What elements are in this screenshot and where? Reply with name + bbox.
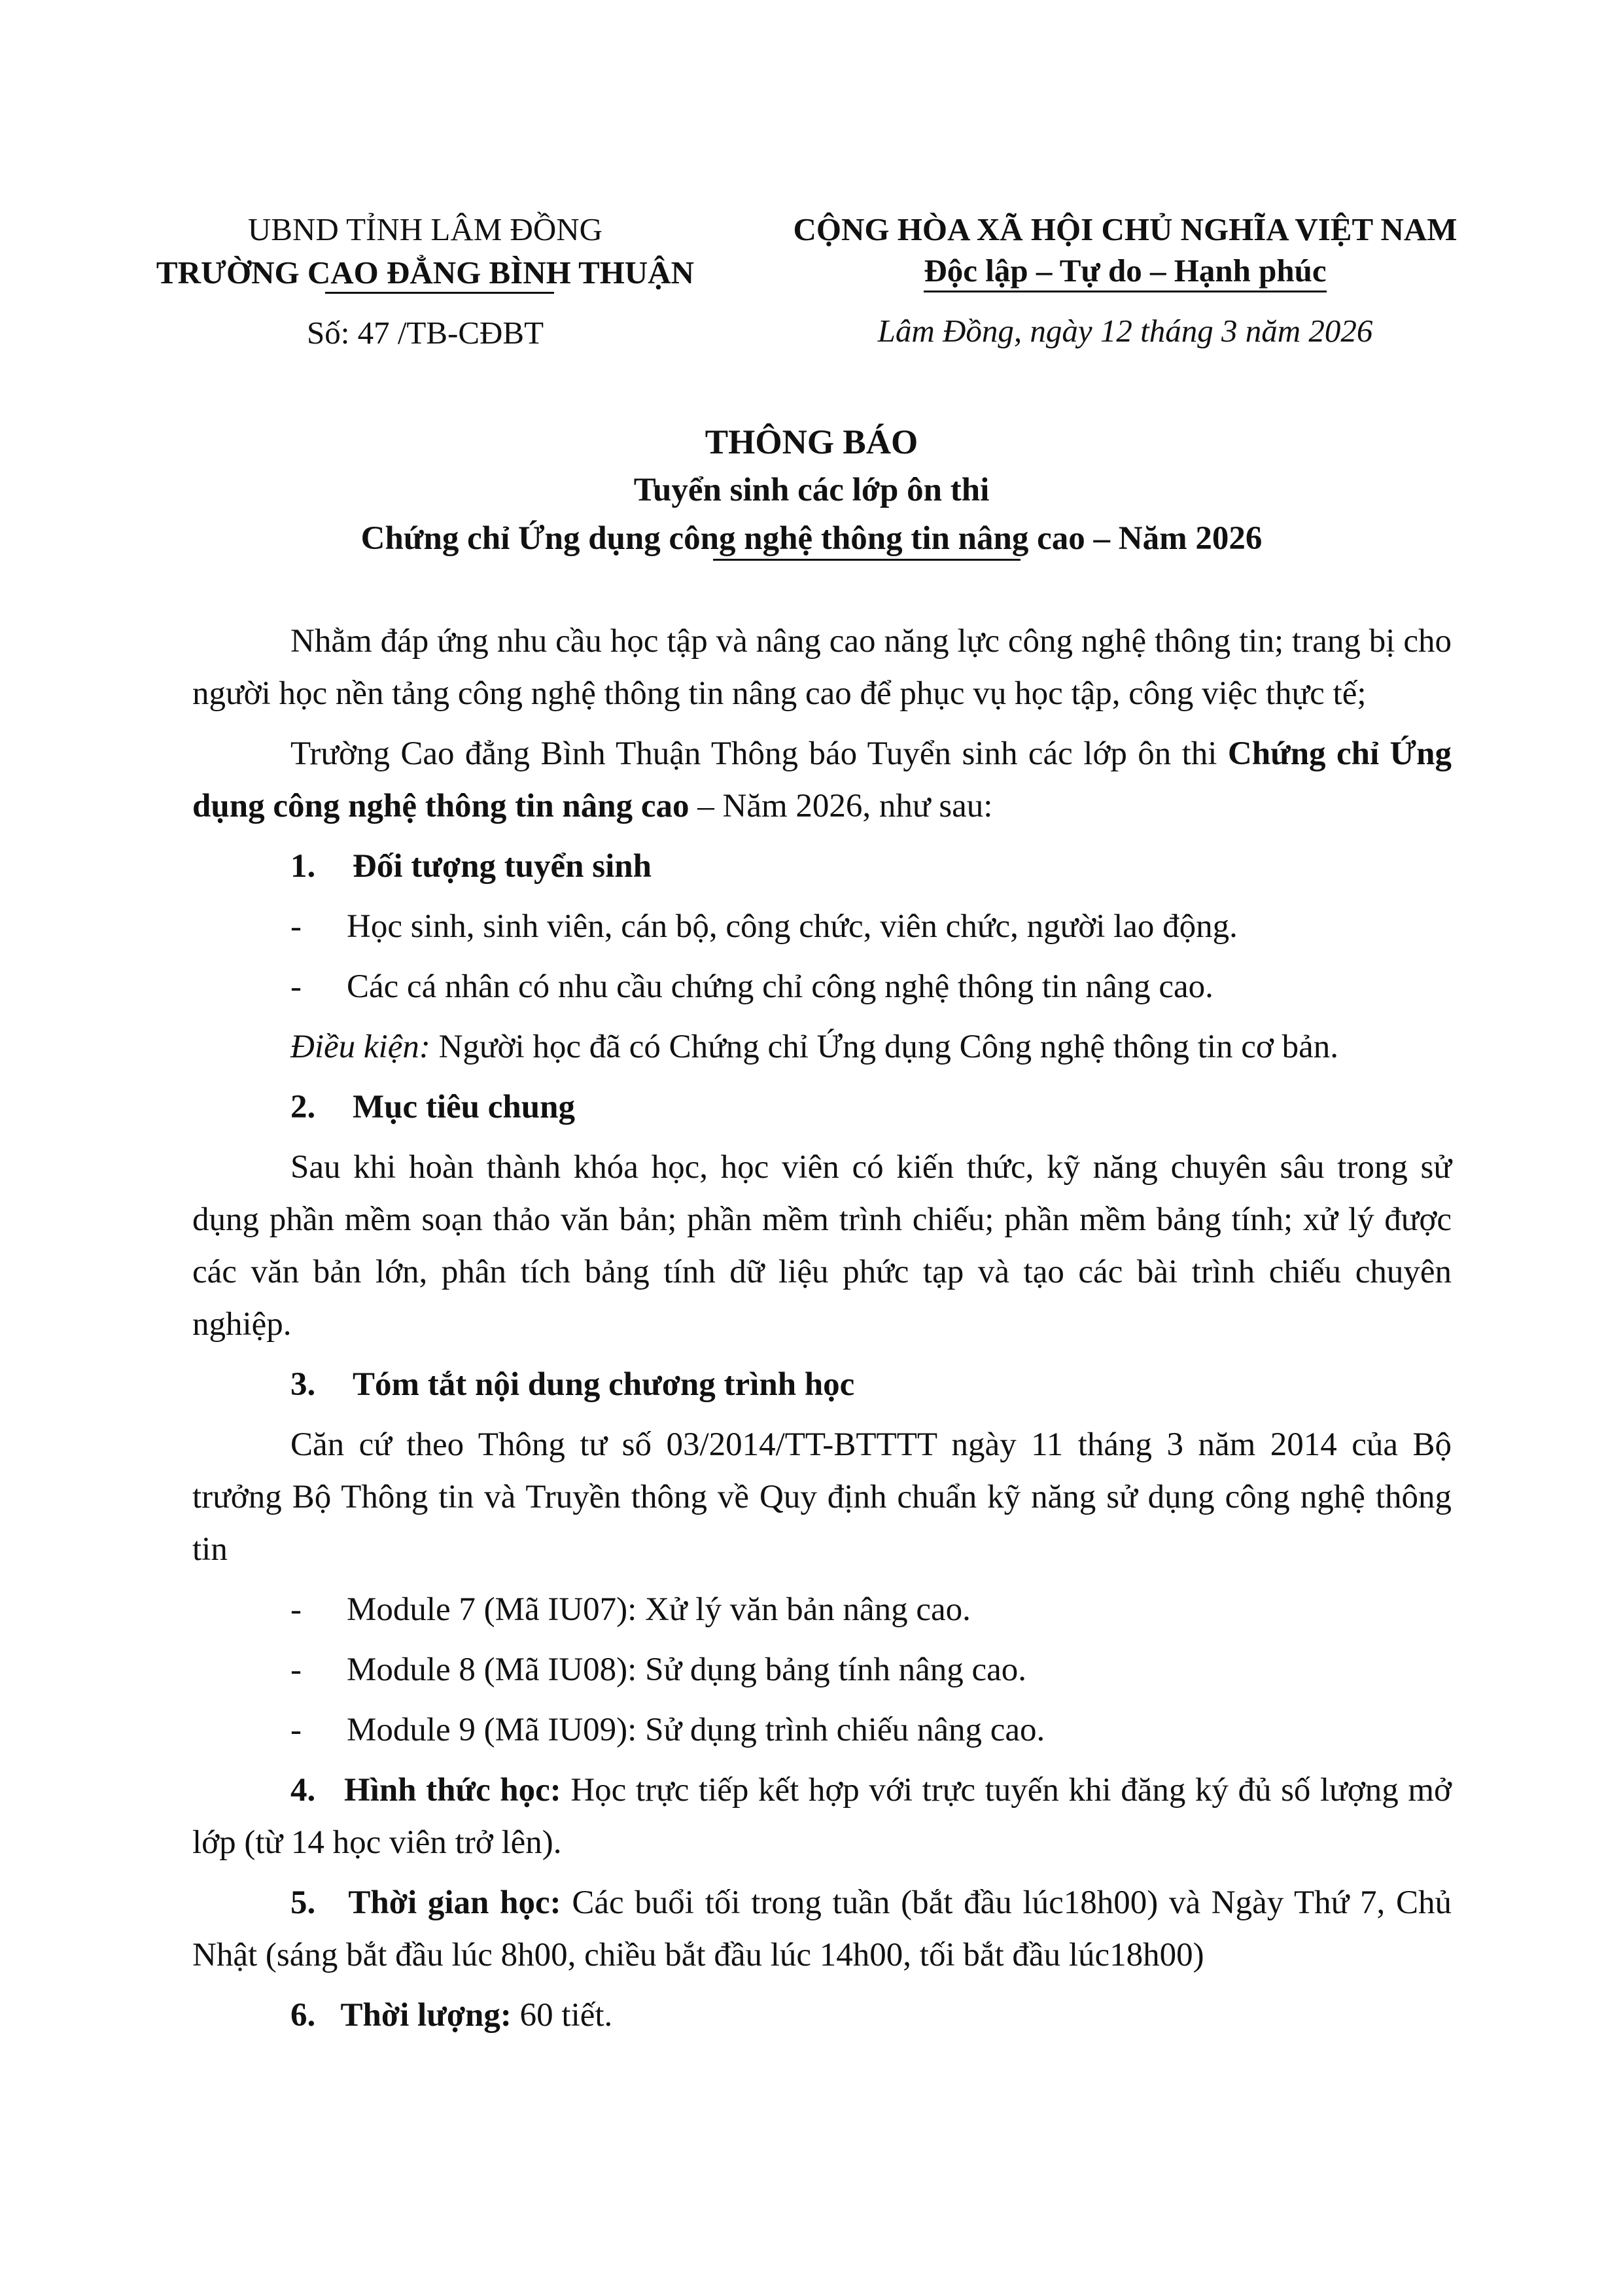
intro-paragraph-1: Nhằm đáp ứng nhu cầu học tập và nâng cao năng lực công nghệ thông tin; trang bị cho người học nền tảng công nghệ thông tin nâng cao để phục vụ học tập, công việc thực tế;	[192, 623, 1452, 712]
list-dash: -	[290, 1712, 302, 1748]
list-dash: -	[290, 968, 302, 1005]
section-4-text: Học trực tiếp kết hợp với trực tuyến khi đăng ký đủ số lượng mở lớp (từ 14 học viên trở lên).	[192, 1772, 1452, 1861]
section-1-number: 1.	[290, 848, 316, 885]
section-5-number: 5.	[290, 1884, 316, 1921]
section-1-title: Đối tượng tuyển sinh	[353, 848, 652, 885]
section-4-label-text: Hình thức học:	[343, 1772, 561, 1809]
doc-subtitle-1: Tuyển sinh các lớp ôn thi	[633, 472, 990, 508]
section-5-text: Các buổi tối trong tuần (bắt đầu lúc18h00) và Ngày Thứ 7, Chủ Nhật (sáng bắt đầu lúc 8h00, chiều bắt đầu lúc 14h00, tối bắt đầu lúc18h00)	[192, 1884, 1452, 1973]
header-left	[98, 208, 752, 355]
list-dash: -	[290, 1651, 302, 1688]
section-3-heading	[290, 1358, 1452, 1411]
section-2-number: 2.	[290, 1089, 316, 1125]
title-block	[0, 419, 1623, 563]
national-motto: Độc lập – Tự do – Hạnh phúc	[924, 251, 1326, 292]
section-2-text: Sau khi hoàn thành khóa học, học viên có kiến thức, kỹ năng chuyên sâu trong sử dụng phần mềm soạn thảo văn bản; phần mềm trình chiếu; phần mềm bảng tính; xử lý được các văn bản lớn, phân tích bảng tính dữ liệu phức tạp và tạo các bài trình chiếu chuyên nghiệp.	[192, 1149, 1452, 1343]
intro-paragraph-2	[192, 728, 1452, 832]
list-item-text: Module 8 (Mã IU08): Sử dụng bảng tính nâng cao.	[347, 1651, 1026, 1688]
section-4	[192, 1764, 1452, 1869]
section-4-label	[315, 1772, 561, 1809]
list-dash: -	[290, 1591, 302, 1628]
intro-p2-end: – Năm 2026, như sau:	[689, 788, 993, 824]
document-body	[192, 615, 1452, 2041]
condition-text: Người học đã có Chứng chỉ Ứng dụng Công nghệ thông tin cơ bản.	[430, 1029, 1339, 1065]
section-5	[192, 1877, 1452, 1981]
section-3-title: Tóm tắt nội dung chương trình học	[353, 1366, 855, 1403]
school-name	[156, 251, 694, 294]
intro-p2-bold: Chứng chỉ Ứng dụng công nghệ thông tin nâng cao	[192, 735, 1452, 824]
list-item	[192, 1644, 1452, 1696]
agency-name: UBND TỈNH LÂM ĐỒNG	[247, 211, 603, 247]
section-6-label	[315, 1997, 512, 2034]
list-item	[192, 1583, 1452, 1636]
list-item-text: Các cá nhân có nhu cầu chứng chỉ công nghệ thông tin nâng cao.	[347, 968, 1213, 1005]
section-6-number: 6.	[290, 1997, 316, 2034]
school-underline	[325, 292, 554, 294]
list-item-text: Học sinh, sinh viên, cán bộ, công chức, viên chức, người lao động.	[347, 908, 1238, 945]
header-right	[726, 208, 1524, 353]
list-item-text: Module 7 (Mã IU07): Xử lý văn bản nâng cao.	[347, 1591, 971, 1628]
section-1-heading	[290, 840, 1452, 892]
section-6	[192, 1989, 1452, 2041]
list-dash: -	[290, 908, 302, 945]
doc-subtitle-2	[361, 514, 1263, 563]
doc-title: THÔNG BÁO	[705, 423, 918, 461]
section-6-label-text: Thời lượng:	[340, 1997, 512, 2034]
condition-label: Điều kiện:	[290, 1029, 430, 1065]
list-item	[192, 961, 1452, 1013]
section-3-number: 3.	[290, 1366, 316, 1403]
list-item-text: Module 9 (Mã IU09): Sử dụng trình chiếu nâng cao.	[347, 1712, 1045, 1748]
country-name: CỘNG HÒA XÃ HỘI CHỦ NGHĨA VIỆT NAM	[793, 211, 1457, 247]
intro-p2-start: Trường Cao đẳng Bình Thuận Thông báo Tuyển sinh các lớp ôn thi	[290, 735, 1228, 772]
list-item	[192, 1704, 1452, 1756]
school-name-text: TRƯỜNG CAO ĐẲNG BÌNH THUẬN	[156, 255, 695, 291]
subtitle-underline	[713, 559, 1021, 561]
condition-paragraph	[192, 1021, 1452, 1073]
section-4-number: 4.	[290, 1772, 316, 1809]
section-6-text: 60 tiết.	[511, 1997, 613, 2034]
document-number: Số: 47 /TB-CĐBT	[306, 315, 544, 351]
section-2-heading	[290, 1081, 1452, 1133]
list-item	[192, 900, 1452, 953]
section-3-text: Căn cứ theo Thông tư số 03/2014/TT-BTTTT ngày 11 tháng 3 năm 2014 của Bộ trưởng Bộ Thông tin và Truyền thông về Quy định chuẩn kỹ năng sử dụng công nghệ thông tin	[192, 1426, 1452, 1568]
section-5-label	[315, 1884, 561, 1921]
section-2-title: Mục tiêu chung	[353, 1089, 576, 1125]
doc-subtitle-2-text: Chứng chỉ Ứng dụng công nghệ thông tin nâng cao – Năm 2026	[360, 520, 1263, 557]
issue-date: Lâm Đồng, ngày 12 tháng 3 năm 2026	[877, 313, 1373, 349]
section-5-label-text: Thời gian học:	[348, 1884, 561, 1921]
